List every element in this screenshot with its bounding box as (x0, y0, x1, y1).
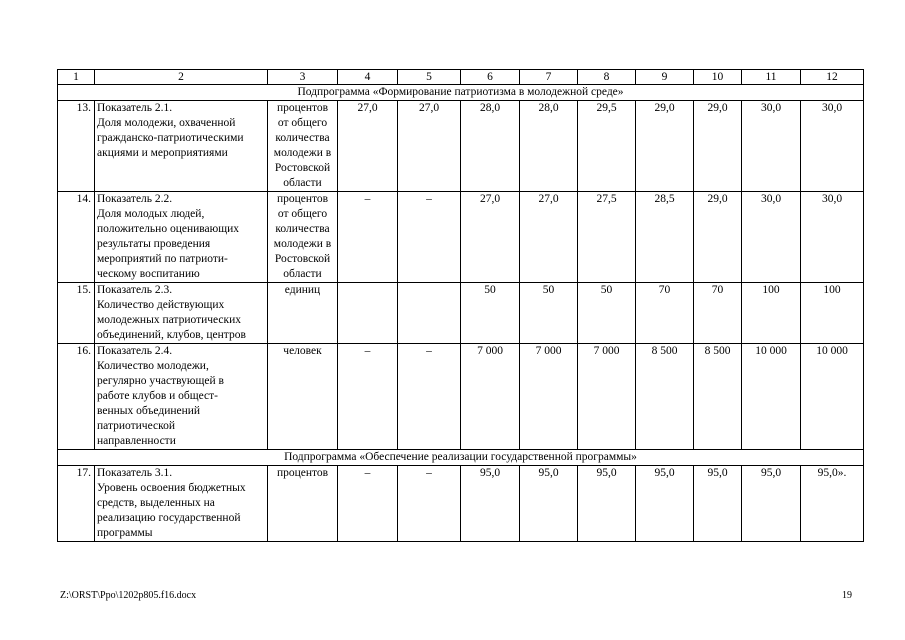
value-cell: – (398, 344, 461, 450)
table-row (58, 192, 864, 283)
indicator-name-line: Доля молодых людей, (97, 208, 205, 220)
table-row (58, 283, 864, 344)
indicator-name-line: молодежных патриотических (97, 314, 242, 326)
unit-line: Ростовской (274, 162, 331, 174)
value-cell: 7 000 (461, 344, 520, 450)
table-body (58, 70, 864, 542)
unit-line: Ростовской (274, 253, 331, 265)
indicator-name-line: Показатель 2.2. (97, 193, 173, 205)
subprogram-title: Подпрограмма «Формирование патриотизма в молодежной среде» (58, 85, 864, 101)
indicator-name-line: патриотической (97, 420, 175, 432)
indicator-name-line: Доля молодежи, охваченной (97, 117, 236, 129)
unit-line: молодежи в (273, 147, 332, 159)
col-header: 1 (58, 70, 95, 85)
unit-line: процентов (276, 102, 329, 114)
unit-line: количества (275, 223, 330, 235)
value-cell: 50 (520, 283, 578, 344)
value-cell: 29,0 (694, 192, 742, 283)
indicator-name-line: положительно оценивающих (97, 223, 239, 235)
value-cell: 30,0 (742, 192, 801, 283)
col-header: 3 (268, 70, 338, 85)
indicator-name-line: Количество молодежи, (97, 360, 209, 372)
unit-of-measure (268, 344, 338, 450)
value-cell: 8 500 (636, 344, 694, 450)
indicator-name-line: Показатель 2.3. (97, 284, 173, 296)
indicator-name-line: Показатель 2.4. (97, 345, 173, 357)
value-cell: 30,0 (801, 192, 864, 283)
row-number: 16. (58, 344, 95, 450)
column-number-row (58, 70, 864, 85)
indicator-name-line: Уровень освоения бюджетных (97, 482, 246, 494)
value-cell: – (338, 344, 398, 450)
value-cell: – (398, 466, 461, 542)
indicator-name (95, 466, 268, 542)
value-cell: 29,0 (694, 101, 742, 192)
subprogram-row (58, 450, 864, 466)
value-cell (398, 283, 461, 344)
indicator-name-line: программы (97, 527, 153, 539)
indicator-name-line: Количество действующих (97, 299, 225, 311)
unit-of-measure (268, 466, 338, 542)
value-cell (338, 283, 398, 344)
page-number: 19 (842, 590, 852, 601)
indicator-name (95, 344, 268, 450)
unit-line: человек (283, 345, 322, 357)
table-row (58, 344, 864, 450)
table-row (58, 466, 864, 542)
col-header: 5 (398, 70, 461, 85)
col-header: 10 (694, 70, 742, 85)
unit-line: области (283, 177, 322, 189)
unit-line: процентов (276, 467, 329, 479)
value-cell: 7 000 (520, 344, 578, 450)
unit-line: от общего (277, 208, 328, 220)
value-cell: 50 (578, 283, 636, 344)
value-cell: 95,0 (578, 466, 636, 542)
value-cell: 27,0 (520, 192, 578, 283)
col-header: 11 (742, 70, 801, 85)
row-number: 17. (58, 466, 95, 542)
table-row (58, 101, 864, 192)
col-header: 9 (636, 70, 694, 85)
indicator-name-line: направленности (97, 435, 176, 447)
unit-line: от общего (277, 117, 328, 129)
value-cell: 27,5 (578, 192, 636, 283)
indicator-name-line: ческому воспитанию (97, 268, 200, 280)
value-cell: 70 (694, 283, 742, 344)
value-cell: 95,0 (694, 466, 742, 542)
col-header: 7 (520, 70, 578, 85)
indicator-name-line: венных объединений (97, 405, 201, 417)
value-cell: 95,0 (520, 466, 578, 542)
value-cell: 27,0 (338, 101, 398, 192)
value-cell: 95,0 (742, 466, 801, 542)
value-cell: 29,5 (578, 101, 636, 192)
value-cell: – (338, 192, 398, 283)
row-number: 13. (58, 101, 95, 192)
row-number: 15. (58, 283, 95, 344)
indicator-name-line: акциями и мероприятиями (97, 147, 228, 159)
row-number: 14. (58, 192, 95, 283)
value-cell: 95,0 (461, 466, 520, 542)
indicator-name-line: объединений, клубов, центров (97, 329, 246, 341)
value-cell: 28,0 (520, 101, 578, 192)
value-cell: 29,0 (636, 101, 694, 192)
value-cell: 95,0». (801, 466, 864, 542)
unit-line: количества (275, 132, 330, 144)
file-path: Z:\ORST\Ppo\1202p805.f16.docx (60, 590, 197, 601)
indicator-name-line: мероприятий по патриоти- (97, 253, 228, 265)
value-cell: – (398, 192, 461, 283)
value-cell: 28,5 (636, 192, 694, 283)
indicator-name-line: средств, выделенных на (97, 497, 215, 509)
unit-of-measure (268, 101, 338, 192)
col-header: 8 (578, 70, 636, 85)
unit-of-measure (268, 192, 338, 283)
col-header: 12 (801, 70, 864, 85)
unit-line: области (283, 268, 322, 280)
unit-of-measure (268, 283, 338, 344)
value-cell: 27,0 (461, 192, 520, 283)
value-cell: 27,0 (398, 101, 461, 192)
indicator-name-line: регулярно участвующей в (97, 375, 224, 387)
indicator-name (95, 192, 268, 283)
value-cell: 10 000 (801, 344, 864, 450)
value-cell: 7 000 (578, 344, 636, 450)
unit-line: молодежи в (273, 238, 332, 250)
subprogram-row (58, 85, 864, 101)
indicator-name-line: гражданско-патриотическими (97, 132, 244, 144)
col-header: 2 (95, 70, 268, 85)
indicator-name-line: реализацию государственной (97, 512, 241, 524)
indicator-name (95, 101, 268, 192)
value-cell: 30,0 (742, 101, 801, 192)
indicator-name (95, 283, 268, 344)
unit-line: процентов (276, 193, 329, 205)
col-header: 4 (338, 70, 398, 85)
col-header: 6 (461, 70, 520, 85)
indicator-name-line: Показатель 2.1. (97, 102, 173, 114)
value-cell: 10 000 (742, 344, 801, 450)
value-cell: 30,0 (801, 101, 864, 192)
subprogram-title: Подпрограмма «Обеспечение реализации государственной программы» (58, 450, 864, 466)
value-cell: 8 500 (694, 344, 742, 450)
value-cell: 70 (636, 283, 694, 344)
indicator-name-line: Показатель 3.1. (97, 467, 173, 479)
value-cell: 95,0 (636, 466, 694, 542)
value-cell: 50 (461, 283, 520, 344)
value-cell: 100 (801, 283, 864, 344)
value-cell: 28,0 (461, 101, 520, 192)
indicator-name-line: работе клубов и общест- (97, 390, 218, 402)
value-cell: 100 (742, 283, 801, 344)
indicators-table (57, 69, 864, 542)
indicator-name-line: результаты проведения (97, 238, 211, 250)
unit-line: единиц (284, 284, 321, 296)
value-cell: – (338, 466, 398, 542)
